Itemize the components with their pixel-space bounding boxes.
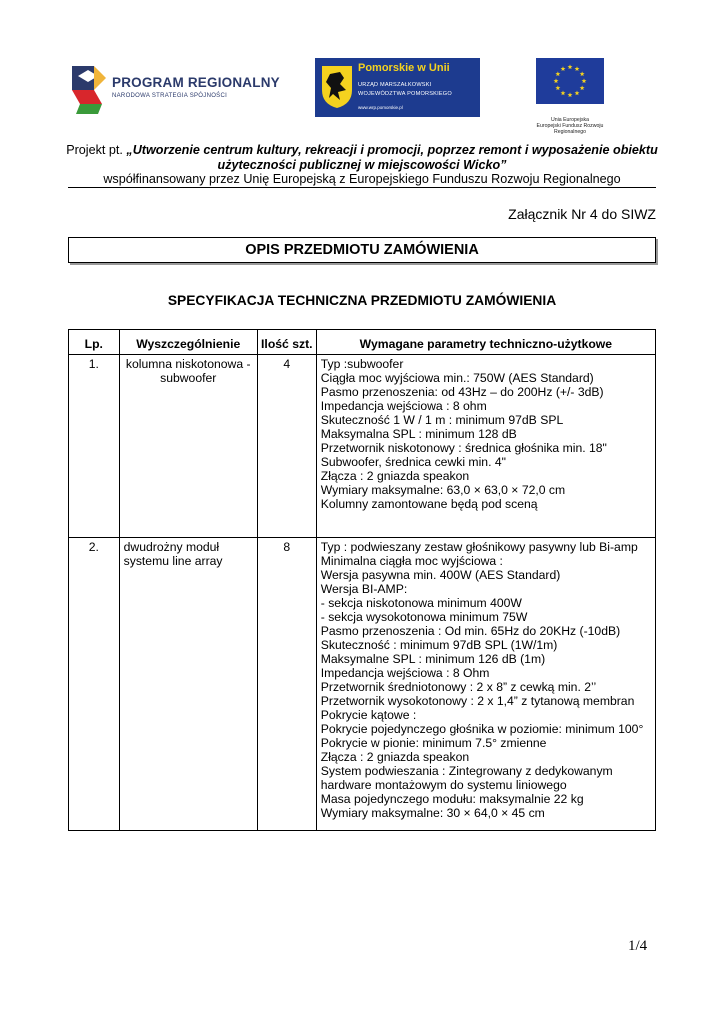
spec-table xyxy=(68,329,656,831)
row-params xyxy=(316,538,655,831)
eu-star-icon xyxy=(575,91,580,96)
eu-star-icon xyxy=(561,91,566,96)
col-header-name: Wyszczególnienie xyxy=(119,330,257,355)
row-lp: 2. xyxy=(69,538,120,831)
table-row xyxy=(69,538,656,831)
eu-caption-line: Europejski Fundusz Rozwoju xyxy=(536,123,604,130)
param-line: Przetwornik niskotonowy : średnica głośnika min. 18" xyxy=(320,441,607,455)
param-line: Typ :subwoofer xyxy=(320,357,404,371)
param-line: Wymiary maksymalne: 30 × 64,0 × 45 cm xyxy=(320,806,545,820)
eu-star-icon xyxy=(568,64,573,69)
cofinancing-note: współfinansowany przez Unię Europejską z Europejskiego Funduszu Rozwoju Regionalnego xyxy=(103,172,621,186)
param-line: Wymiary maksymalne: 63,0 × 63,0 × 72,0 cm xyxy=(320,483,566,497)
param-line: Pasmo przenoszenia: od 43Hz – do 200Hz (+/- 3dB) xyxy=(320,385,604,399)
param-line: Pokrycie w pionie: minimum 7.5° zmienne xyxy=(320,736,547,750)
project-prefix: Projekt pt. xyxy=(66,143,127,157)
program-regionalny-emblem-icon xyxy=(68,60,110,118)
pomorskie-website: www.wrp.pomorskie.pl xyxy=(358,105,403,110)
eu-caption-line: Regionalnego xyxy=(553,129,587,136)
param-line: Skuteczność : minimum 97dB SPL (1W/1m) xyxy=(320,638,558,652)
eu-star-icon xyxy=(561,66,566,71)
param-line: Ciągła moc wyjściowa min.: 750W (AES Standard) xyxy=(320,371,594,385)
param-line: Kolumny zamontowane będą pod sceną xyxy=(320,497,538,511)
param-line: Złącza : 2 gniazda speakon xyxy=(320,750,470,764)
section-title-box xyxy=(68,237,656,263)
param-line: Maksymalna SPL : minimum 128 dB xyxy=(320,427,517,441)
eu-stars-icon xyxy=(536,58,604,104)
param-line: Impedancja wejściowa : 8 ohm xyxy=(320,399,487,413)
row-qty: 8 xyxy=(257,538,316,831)
param-line: Złącza : 2 gniazda speakon xyxy=(320,469,470,483)
row-name: dwudrożny moduł systemu line array xyxy=(119,538,257,831)
project-title: „Utworzenie centrum kultury, rekreacji i promocji, poprzez remont i wyposażenie obiektu użyteczności publicznej w miejscowości Wicko” xyxy=(126,143,658,172)
param-line: Masa pojedynczego modułu: maksymalnie 22 kg xyxy=(320,792,584,806)
griffin-coat-of-arms-icon xyxy=(320,64,354,110)
row-name: kolumna niskotonowa - subwoofer xyxy=(119,355,257,538)
eu-star-icon xyxy=(582,78,587,83)
eu-star-icon xyxy=(555,71,560,76)
eu-star-icon xyxy=(568,92,573,97)
param-line: Wersja BI-AMP: xyxy=(320,582,408,596)
param-line: Typ : podwieszany zestaw głośnikowy pasywny lub Bi-amp xyxy=(320,540,638,554)
pomorskie-office-line2: WOJEWÓDZTWA POMORSKIEGO xyxy=(358,91,452,97)
param-line: Pokrycie kątowe : xyxy=(320,708,417,722)
table-row xyxy=(69,355,656,538)
program-regionalny-logo xyxy=(68,58,280,120)
attachment-label: Załącznik Nr 4 do SIWZ xyxy=(508,206,656,222)
eu-star-icon xyxy=(580,85,585,90)
eu-star-icon xyxy=(575,66,580,71)
pomorskie-title: Pomorskie w Unii xyxy=(358,62,450,74)
eu-star-icon xyxy=(555,85,560,90)
param-line: Skuteczność 1 W / 1 m : minimum 97dB SPL xyxy=(320,413,564,427)
table-header-row xyxy=(69,330,656,355)
param-line: hardware montażowym do systemu liniowego xyxy=(320,778,567,792)
section-title: OPIS PRZEDMIOTU ZAMÓWIENIA xyxy=(245,242,479,258)
param-line: - sekcja wysokotonowa minimum 75W xyxy=(320,610,528,624)
eu-flag-logo xyxy=(536,58,604,104)
row-qty: 4 xyxy=(257,355,316,538)
param-line: - sekcja niskotonowa minimum 400W xyxy=(320,596,522,610)
param-line: Pokrycie pojedynczego głośnika w poziomie: minimum 100° xyxy=(320,722,644,736)
pomorskie-office-line1: URZĄD MARSZAŁKOWSKI xyxy=(358,82,432,88)
param-line: System podwieszania : Zintegrowany z dedykowanym xyxy=(320,764,613,778)
param-line: Maksymalne SPL : minimum 126 dB (1m) xyxy=(320,652,546,666)
param-line: Wersja pasywna min. 400W (AES Standard) xyxy=(320,568,561,582)
program-regionalny-subtitle: NARODOWA STRATEGIA SPÓJNOŚCI xyxy=(112,93,228,99)
pomorskie-logo xyxy=(315,58,480,117)
col-header-qty: Ilość szt. xyxy=(257,330,316,355)
row-params xyxy=(316,355,655,538)
col-header-params: Wymagane parametry techniczno-użytkowe xyxy=(316,330,655,355)
param-line: Impedancja wejściowa : 8 Ohm xyxy=(320,666,490,680)
page-number: 1/4 xyxy=(628,938,648,954)
row-lp: 1. xyxy=(69,355,120,538)
eu-caption-line: Unia Europejska xyxy=(550,117,590,123)
program-regionalny-title: PROGRAM REGIONALNY xyxy=(112,75,280,90)
param-line: Subwoofer, średnica cewki min. 4" xyxy=(320,455,506,469)
param-line: Pasmo przenoszenia : Od min. 65Hz do 20KHz (-10dB) xyxy=(320,624,621,638)
project-header xyxy=(60,143,664,187)
header-divider xyxy=(68,187,656,188)
param-line: Minimalna ciągła moc wyjściowa : xyxy=(320,554,503,568)
eu-caption xyxy=(528,117,612,136)
spec-title: SPECYFIKACJA TECHNICZNA PRZEDMIOTU ZAMÓWIENIA xyxy=(167,293,557,308)
param-line: Przetwornik wysokotonowy : 2 x 1,4” z tytanową membran xyxy=(320,694,635,708)
eu-star-icon xyxy=(554,78,559,83)
param-line: Przetwornik średniotonowy : 2 x 8” z cewką min. 2’’ xyxy=(320,680,597,694)
eu-star-icon xyxy=(580,71,585,76)
col-header-lp: Lp. xyxy=(69,330,120,355)
